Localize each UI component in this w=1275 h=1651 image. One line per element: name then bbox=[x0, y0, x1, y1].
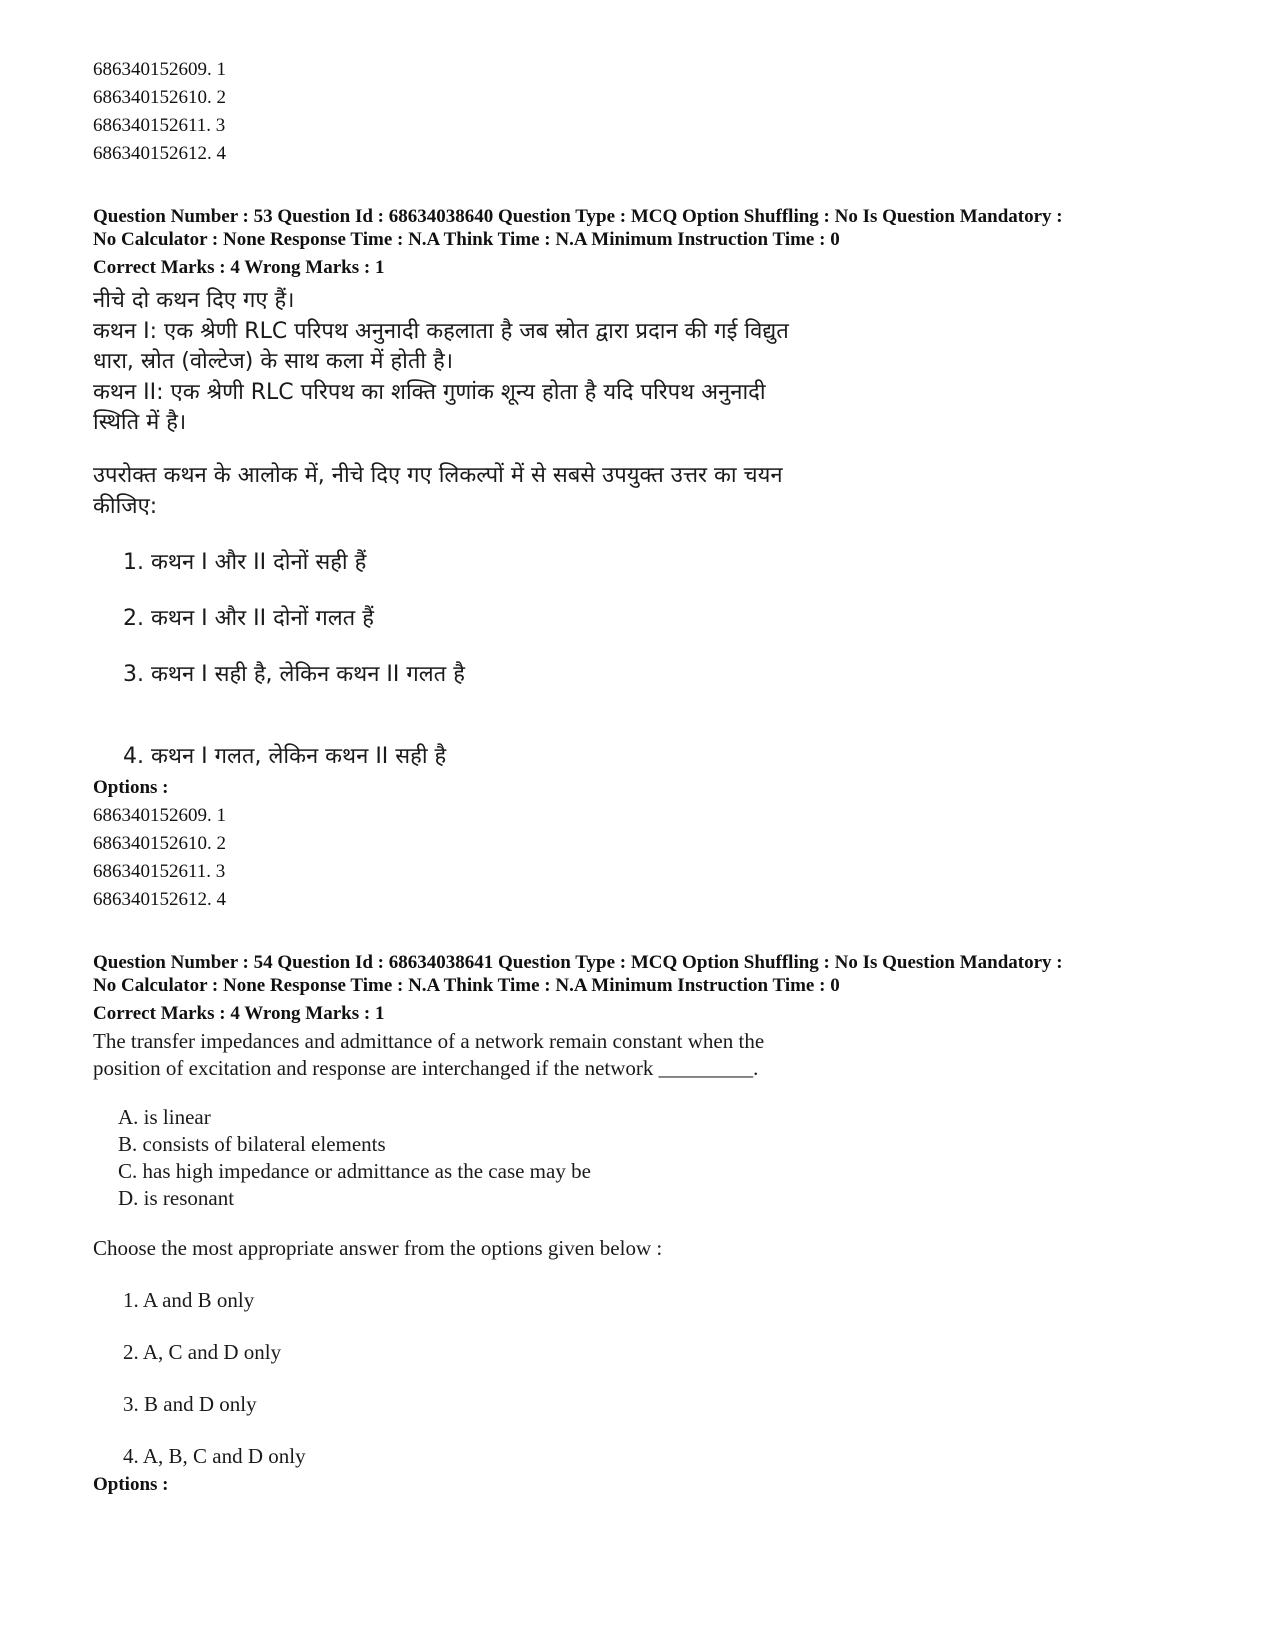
option-line: 686340152612. 4 bbox=[93, 889, 226, 910]
question-prompt-line: Choose the most appropriate answer from the options given below : bbox=[93, 1236, 663, 1260]
statement-line: A. is linear bbox=[118, 1105, 211, 1129]
question-prompt-line: कीजिए: bbox=[93, 494, 158, 519]
question-text-line: कथन I: एक श्रेणी RLC परिपथ अनुनादी कहलाता है जब स्रोत द्वारा प्रदान की गई विद्युत bbox=[93, 319, 789, 344]
options-label: Options : bbox=[93, 777, 169, 798]
answer-choice: 1. A and B only bbox=[123, 1288, 255, 1312]
option-line: 686340152611. 3 bbox=[93, 861, 226, 882]
question-header: No Calculator : None Response Time : N.A Think Time : N.A Minimum Instruction Time : 0 bbox=[93, 229, 840, 250]
question-text-line: धारा, स्रोत (वोल्टेज) के साथ कला में होती है। bbox=[93, 349, 454, 374]
option-line: 686340152609. 1 bbox=[93, 805, 226, 826]
question-header: Question Number : 53 Question Id : 68634038640 Question Type : MCQ Option Shuffling : No Is Question Mandatory : bbox=[93, 206, 1063, 227]
options-label: Options : bbox=[93, 1474, 169, 1495]
question-text-line: कथन II: एक श्रेणी RLC परिपथ का शक्ति गुणांक शून्य होता है यदि परिपथ अनुनादी bbox=[93, 380, 766, 405]
question-text-line: position of excitation and response are interchanged if the network _________. bbox=[93, 1056, 759, 1080]
question-marks: Correct Marks : 4 Wrong Marks : 1 bbox=[93, 1003, 385, 1024]
answer-choice: 2. A, C and D only bbox=[123, 1340, 282, 1364]
question-marks: Correct Marks : 4 Wrong Marks : 1 bbox=[93, 257, 385, 278]
statement-line: C. has high impedance or admittance as the case may be bbox=[118, 1159, 591, 1183]
option-line: 686340152609. 1 bbox=[93, 59, 226, 80]
question-header: No Calculator : None Response Time : N.A Think Time : N.A Minimum Instruction Time : 0 bbox=[93, 975, 840, 996]
statement-line: B. consists of bilateral elements bbox=[118, 1132, 386, 1156]
question-text-line: स्थिति में है। bbox=[93, 410, 187, 435]
question-text-line: The transfer impedances and admittance of a network remain constant when the bbox=[93, 1029, 765, 1053]
answer-choice: 3. कथन I सही है, लेकिन कथन II गलत है bbox=[123, 662, 465, 687]
option-line: 686340152611. 3 bbox=[93, 115, 226, 136]
answer-choice: 1. कथन I और II दोनों सही हैं bbox=[123, 550, 367, 575]
answer-choice: 4. A, B, C and D only bbox=[123, 1444, 306, 1468]
answer-choice: 3. B and D only bbox=[123, 1392, 257, 1416]
answer-choice: 2. कथन I और II दोनों गलत हैं bbox=[123, 606, 374, 631]
option-line: 686340152612. 4 bbox=[93, 143, 226, 164]
option-line: 686340152610. 2 bbox=[93, 87, 226, 108]
answer-choice: 4. कथन I गलत, लेकिन कथन II सही है bbox=[123, 744, 447, 769]
option-line: 686340152610. 2 bbox=[93, 833, 226, 854]
statement-line: D. is resonant bbox=[118, 1186, 235, 1210]
question-prompt-line: उपरोक्त कथन के आलोक में, नीचे दिए गए लिकल्पों में से सबसे उपयुक्त उत्तर का चयन bbox=[93, 463, 783, 488]
question-header: Question Number : 54 Question Id : 68634038641 Question Type : MCQ Option Shuffling : No Is Question Mandatory : bbox=[93, 952, 1063, 973]
question-text-line: नीचे दो कथन दिए गए हैं। bbox=[93, 288, 295, 313]
